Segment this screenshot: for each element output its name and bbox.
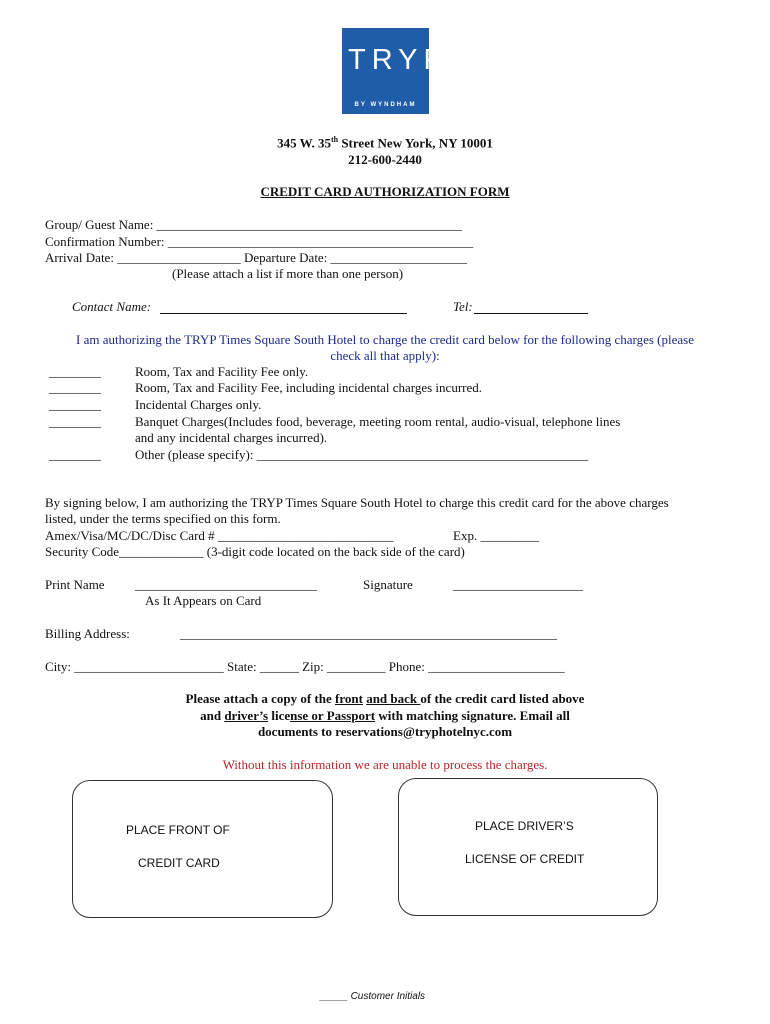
signing-line-1: By signing below, I am authorizing the TRYP Times Square South Hotel to charge this credit card for the above charges	[45, 495, 669, 510]
contact-name-label: Contact Name:	[72, 299, 152, 314]
option-other[interactable]: Other (please specify): ___________________________________________________	[135, 447, 589, 462]
attach-line-2	[0, 708, 770, 724]
option-blank[interactable]: ________	[49, 397, 101, 412]
signing-line-2: listed, under the terms specified on this form.	[45, 511, 281, 526]
city-state-zip-phone-field[interactable]: City: _______________________ State: ______ Zip: _________ Phone: _____________________	[45, 659, 565, 674]
attach-text: lice	[268, 708, 291, 723]
hotel-phone: 212-600-2440	[348, 152, 422, 167]
card-number-field[interactable]: Amex/Visa/MC/DC/Disc Card # ___________________________	[45, 528, 394, 543]
signature-line[interactable]: ____________________	[453, 577, 583, 592]
attach-passport: nse or Passport	[290, 708, 376, 723]
contact-name-line[interactable]	[160, 298, 407, 314]
option-label-continued: and any incidental charges incurred).	[135, 430, 328, 445]
credit-card-box-label-1: PLACE FRONT OF	[126, 823, 230, 837]
warning-text: Without this information we are unable to process the charges.	[222, 757, 548, 772]
print-name-line[interactable]: ____________________________	[135, 577, 317, 592]
option-blank[interactable]: ________	[49, 414, 101, 429]
option-label: Room, Tax and Facility Fee only.	[135, 364, 309, 379]
address-sup: th	[330, 135, 339, 144]
expiry-field[interactable]: Exp. _________	[453, 528, 539, 543]
arrival-departure-field[interactable]: Arrival Date: ___________________ Departure Date: _____________________	[45, 250, 468, 265]
print-name-label: Print Name	[45, 577, 105, 592]
authorization-line-1: I am authorizing the TRYP Times Square South Hotel to charge the credit card below for the following charges (please	[76, 332, 694, 347]
as-appears-note: As It Appears on Card	[145, 593, 262, 608]
license-box-label-1: PLACE DRIVER’S	[475, 819, 574, 833]
confirmation-field[interactable]: Confirmation Number: _______________________________________________	[45, 234, 474, 249]
license-box-label-2: LICENSE OF CREDIT	[465, 852, 585, 866]
security-code-field[interactable]: Security Code_____________ (3-digit code located on the back side of the card)	[45, 544, 465, 559]
credit-card-box[interactable]	[72, 780, 333, 918]
attach-text: with matching signature. Email all	[375, 708, 570, 723]
option-blank[interactable]: ________	[49, 380, 101, 395]
attach-text: and	[200, 708, 225, 723]
billing-address-label: Billing Address:	[45, 626, 130, 641]
tel-line[interactable]	[474, 298, 588, 314]
hotel-address	[0, 135, 770, 151]
signature-label: Signature	[363, 577, 413, 592]
option-label: Room, Tax and Facility Fee, including incidental charges incurred.	[135, 380, 482, 395]
credit-card-box-label-2: CREDIT CARD	[138, 856, 220, 870]
attach-text: Please attach a copy of the	[185, 691, 336, 706]
authorization-line-2: check all that apply):	[330, 348, 440, 363]
option-label: Banquet Charges(Includes food, beverage, meeting room rental, audio-visual, telephone lines	[135, 414, 621, 429]
logo-brand: TRYP	[348, 44, 449, 76]
attach-line-3: documents to reservations@tryphotelnyc.com	[257, 724, 513, 739]
form-title: CREDIT CARD AUTHORIZATION FORM	[260, 184, 510, 199]
address-number: 345 W. 35	[277, 135, 331, 151]
attach-text: of the credit card listed above	[420, 691, 585, 706]
license-box[interactable]	[398, 778, 658, 916]
tryp-logo	[342, 28, 449, 114]
attach-list-note: (Please attach a list if more than one person)	[172, 266, 404, 281]
attach-line-1	[0, 691, 770, 707]
attach-front: front	[335, 691, 363, 706]
option-blank[interactable]: ________	[49, 447, 101, 462]
attach-back: and back	[366, 691, 421, 706]
address-street: Street New York, NY 10001	[338, 135, 493, 151]
guest-name-field[interactable]: Group/ Guest Name: _______________________________________________	[45, 217, 463, 232]
customer-initials[interactable]: _____ Customer Initials	[320, 991, 426, 1002]
tel-label: Tel:	[453, 299, 473, 314]
option-label: Incidental Charges only.	[135, 397, 262, 412]
option-blank[interactable]: ________	[49, 364, 101, 379]
logo-sub: BY WYNDHAM	[354, 102, 417, 108]
attach-drivers: driver’s	[224, 708, 269, 723]
billing-address-line[interactable]: __________________________________________________________	[180, 626, 557, 641]
